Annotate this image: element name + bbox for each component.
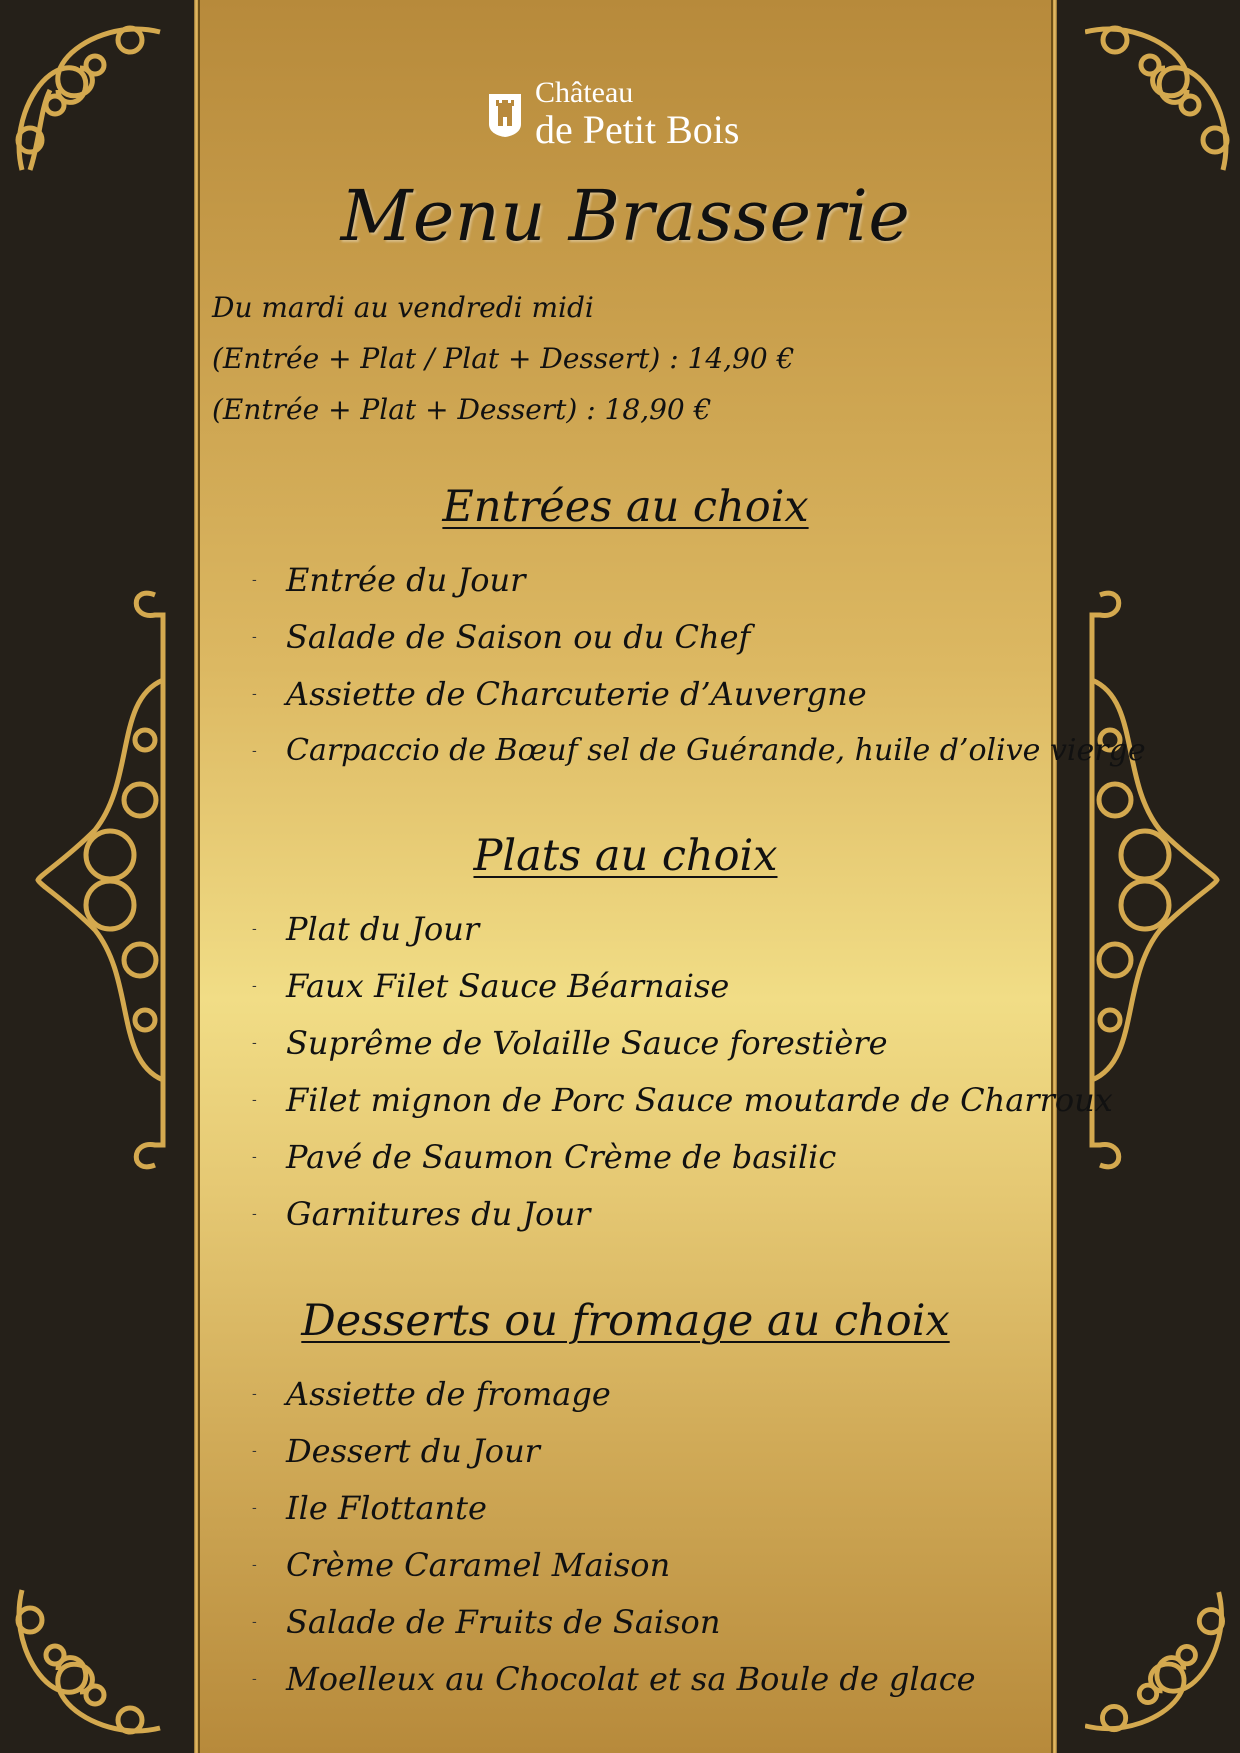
brand-logo [487,78,739,150]
list-item [252,1365,976,1422]
bullet-dash: - [252,628,257,645]
bullet-dash: - [252,920,257,937]
list-item [252,665,1146,722]
menu-item-label: Moelleux au Chocolat et sa Boule de glace [286,1659,976,1698]
bullet-dash: - [252,1556,257,1573]
menu-item-label: Assiette de Charcuterie d’Auvergne [286,674,867,713]
plats-list [252,900,1113,1242]
bullet-dash: - [252,1385,257,1402]
desserts-list [252,1365,976,1707]
list-item [252,1014,1113,1071]
bullet-dash: - [252,1205,257,1222]
menu-item-label: Entrée du Jour [286,560,526,599]
corner-scroll-ornament-top-right [1085,20,1240,185]
list-item [252,957,1113,1014]
intro-price-three-courses: (Entrée + Plat + Dessert) : 18,90 € [212,393,712,426]
brand-name-line1: Château [535,76,634,109]
castle-tower-icon [487,90,523,138]
menu-item-label: Faux Filet Sauce Béarnaise [286,966,730,1005]
corner-scroll-ornament-bottom-right [1085,1575,1240,1740]
bullet-dash: - [252,742,257,759]
menu-item-label: Salade de Saison ou du Chef [286,617,751,656]
intro-days: Du mardi au vendredi midi [212,291,594,324]
brand-name-line2: de Petit Bois [535,107,740,152]
section-title-desserts: Desserts ou fromage au choix [301,1296,950,1346]
intro-price-two-courses: (Entrée + Plat / Plat + Dessert) : 14,90 € [212,342,795,375]
list-item [252,1479,976,1536]
bullet-dash: - [252,977,257,994]
menu-item-label: Filet mignon de Porc Sauce moutarde de Charroux [286,1080,1113,1119]
corner-scroll-ornament-bottom-left [10,1575,170,1740]
list-item [252,1593,976,1650]
section-title-entrees: Entrées au choix [442,482,809,532]
bullet-dash: - [252,685,257,702]
list-item [252,1128,1113,1185]
bullet-dash: - [252,1613,257,1630]
list-item [252,1185,1113,1242]
menu-item-label: Garnitures du Jour [286,1194,591,1233]
list-item [252,1422,976,1479]
menu-item-label: Carpaccio de Bœuf sel de Guérande, huile d’olive vierge [286,733,1146,768]
list-item [252,722,1146,779]
entrees-list [252,551,1146,779]
bullet-dash: - [252,1148,257,1165]
price-intro [212,286,794,439]
list-item [252,551,1146,608]
list-item [252,900,1113,957]
list-item [252,1536,976,1593]
side-scroll-ornament-left [35,580,170,1180]
panel-edge-right [1053,0,1057,1753]
section-title-plats: Plats au choix [473,831,778,881]
list-item [252,1650,976,1707]
menu-item-label: Assiette de fromage [286,1374,611,1413]
corner-scroll-ornament-top-left [10,20,170,185]
menu-item-label: Suprême de Volaille Sauce forestière [286,1023,888,1062]
list-item [252,1071,1113,1128]
bullet-dash: - [252,571,257,588]
menu-item-label: Crème Caramel Maison [286,1545,671,1584]
bullet-dash: - [252,1442,257,1459]
menu-item-label: Plat du Jour [286,909,480,948]
menu-item-label: Dessert du Jour [286,1431,540,1470]
menu-item-label: Ile Flottante [286,1488,487,1527]
menu-title: Menu Brasserie [340,175,911,257]
list-item [252,608,1146,665]
bullet-dash: - [252,1670,257,1687]
bullet-dash: - [252,1034,257,1051]
bullet-dash: - [252,1091,257,1108]
bullet-dash: - [252,1499,257,1516]
menu-item-label: Salade de Fruits de Saison [286,1602,721,1641]
menu-item-label: Pavé de Saumon Crème de basilic [286,1137,837,1176]
